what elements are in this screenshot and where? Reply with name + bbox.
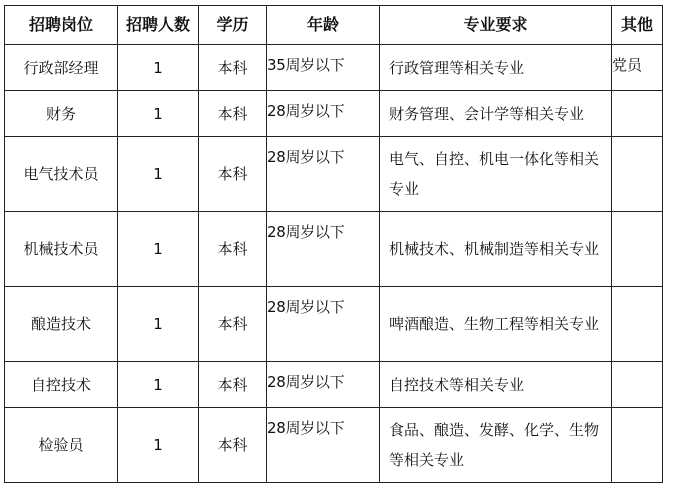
cell-age: 28周岁以下: [267, 408, 380, 483]
cell-position: 财务: [5, 91, 118, 137]
cell-education: 本科: [199, 45, 267, 91]
cell-age: 28周岁以下: [267, 362, 380, 408]
header-position: 招聘岗位: [5, 6, 118, 45]
cell-other: [612, 91, 663, 137]
table-row: [5, 45, 663, 91]
cell-position: 行政部经理: [5, 45, 118, 91]
cell-age: 28周岁以下: [267, 287, 380, 362]
cell-count: 1: [118, 408, 199, 483]
cell-major: 啤酒酿造、生物工程等相关专业: [380, 287, 612, 362]
header-other: 其他: [612, 6, 663, 45]
header-education: 学历: [199, 6, 267, 45]
cell-major: 食品、酿造、发酵、化学、生物等相关专业: [380, 408, 612, 483]
table-row: [5, 91, 663, 137]
table-row: [5, 408, 663, 483]
table-row: [5, 212, 663, 287]
table-row: [5, 362, 663, 408]
table-row: [5, 137, 663, 212]
cell-position: 自控技术: [5, 362, 118, 408]
cell-count: 1: [118, 91, 199, 137]
table-header-row: [5, 6, 663, 45]
cell-education: 本科: [199, 91, 267, 137]
cell-count: 1: [118, 287, 199, 362]
table-row: [5, 287, 663, 362]
recruitment-table: [4, 5, 663, 483]
cell-age: 35周岁以下: [267, 45, 380, 91]
cell-age: 28周岁以下: [267, 137, 380, 212]
cell-other: [612, 362, 663, 408]
cell-education: 本科: [199, 362, 267, 408]
cell-position: 电气技术员: [5, 137, 118, 212]
cell-major: 机械技术、机械制造等相关专业: [380, 212, 612, 287]
cell-age: 28周岁以下: [267, 91, 380, 137]
cell-other: [612, 212, 663, 287]
cell-education: 本科: [199, 137, 267, 212]
header-age: 年龄: [267, 6, 380, 45]
cell-count: 1: [118, 212, 199, 287]
cell-major: 电气、自控、机电一体化等相关专业: [380, 137, 612, 212]
cell-other: [612, 408, 663, 483]
cell-major: 自控技术等相关专业: [380, 362, 612, 408]
cell-position: 检验员: [5, 408, 118, 483]
cell-major: 行政管理等相关专业: [380, 45, 612, 91]
cell-other: [612, 287, 663, 362]
cell-count: 1: [118, 362, 199, 408]
cell-age: 28周岁以下: [267, 212, 380, 287]
cell-major: 财务管理、会计学等相关专业: [380, 91, 612, 137]
cell-education: 本科: [199, 408, 267, 483]
header-major: 专业要求: [380, 6, 612, 45]
cell-position: 机械技术员: [5, 212, 118, 287]
header-count: 招聘人数: [118, 6, 199, 45]
cell-education: 本科: [199, 212, 267, 287]
cell-count: 1: [118, 45, 199, 91]
cell-education: 本科: [199, 287, 267, 362]
cell-other: 党员: [612, 45, 663, 91]
cell-other: [612, 137, 663, 212]
cell-count: 1: [118, 137, 199, 212]
cell-position: 酿造技术: [5, 287, 118, 362]
